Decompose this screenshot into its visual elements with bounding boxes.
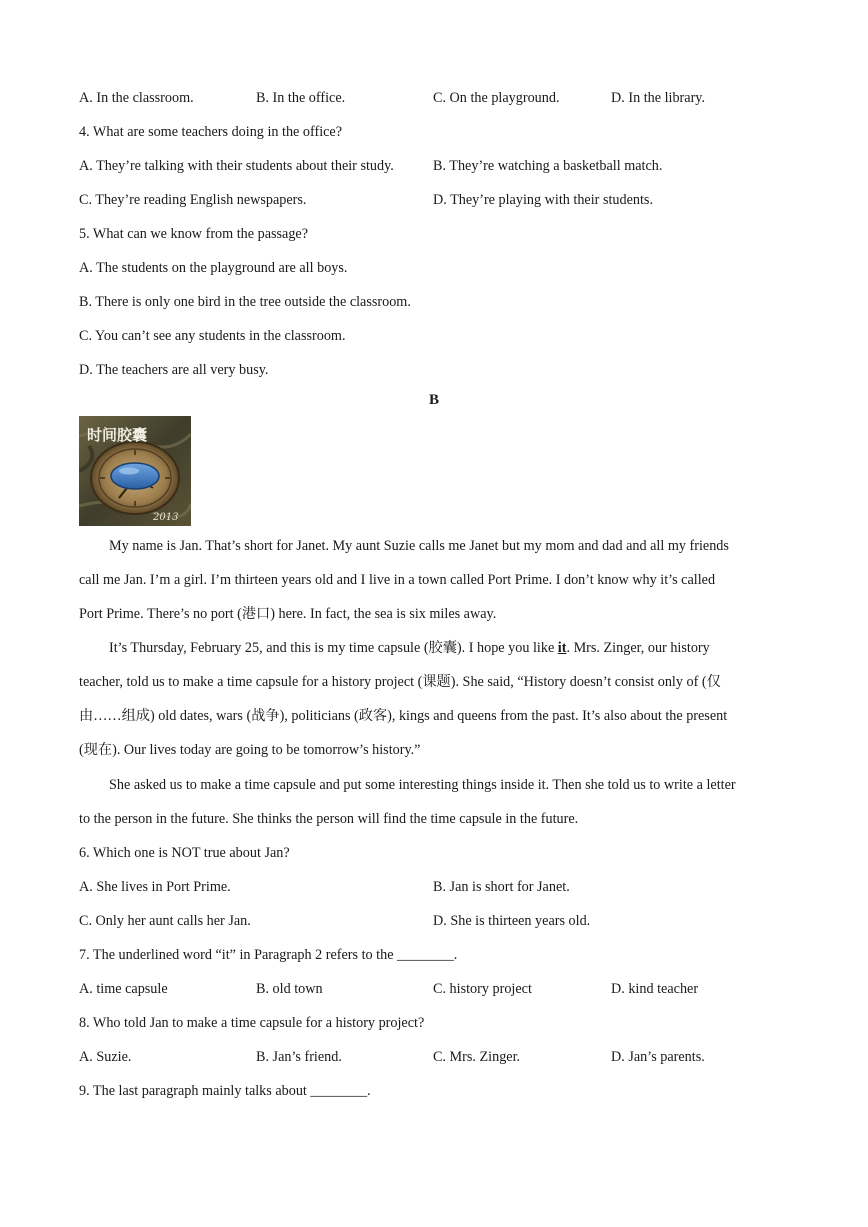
q7-option-c: C. history project xyxy=(433,981,532,997)
image-title-text: 时间胶囊 xyxy=(87,426,148,444)
q6-question: 6. Which one is NOT true about Jan? xyxy=(79,845,290,861)
passage-p2-text-before: It’s Thursday, February 25, and this is my time capsule (胶囊). I hope you like xyxy=(109,640,558,656)
q3-option-d: D. In the library. xyxy=(611,90,706,106)
q8-option-c: C. Mrs. Zinger. xyxy=(433,1049,521,1065)
section-title-b: B xyxy=(428,392,439,408)
q4-option-d: D. They’re playing with their students. xyxy=(433,192,653,208)
q5-question: 5. What can we know from the passage? xyxy=(79,226,309,242)
q8-option-b: B. Jan’s friend. xyxy=(256,1049,342,1065)
q4-option-a: A. They’re talking with their students about their study. xyxy=(79,158,394,174)
passage-p2-line-2: teacher, told us to make a time capsule for a history project (课题). She said, “History doesn’t consist only of (仅 xyxy=(79,674,721,690)
q7-question: 7. The underlined word “it” in Paragraph 2 refers to the ________. xyxy=(79,947,458,963)
q6-option-c: C. Only her aunt calls her Jan. xyxy=(79,913,251,929)
q7-option-a: A. time capsule xyxy=(79,981,168,997)
passage-p3-line-1: She asked us to make a time capsule and put some interesting things inside it. Then she told us to write a letter xyxy=(109,777,736,793)
underlined-word-it: it xyxy=(557,640,567,656)
q3-option-a: A. In the classroom. xyxy=(79,90,194,106)
q7-option-d: D. kind teacher xyxy=(611,981,699,997)
time-capsule-image xyxy=(79,416,191,526)
q6-option-d: D. She is thirteen years old. xyxy=(433,913,591,929)
q6-option-b: B. Jan is short for Janet. xyxy=(433,879,570,895)
passage-p2-text-after: . Mrs. Zinger, our history xyxy=(566,640,710,656)
q3-option-c: C. On the playground. xyxy=(433,90,560,106)
q6-option-a: A. She lives in Port Prime. xyxy=(79,879,231,895)
q4-question: 4. What are some teachers doing in the office? xyxy=(79,124,343,140)
q8-option-a: A. Suzie. xyxy=(79,1049,132,1065)
q8-question: 8. Who told Jan to make a time capsule for a history project? xyxy=(79,1015,425,1031)
q4-option-b: B. They’re watching a basketball match. xyxy=(433,158,663,174)
passage-p1-line-2: call me Jan. I’m a girl. I’m thirteen years old and I live in a town called Port Prime. I don’t know why it’s called xyxy=(79,572,716,588)
passage-p3-line-2: to the person in the future. She thinks the person will find the time capsule in the future. xyxy=(79,811,579,827)
passage-p2-line-4: (现在). Our lives today are going to be tomorrow’s history.” xyxy=(79,742,421,758)
q9-question: 9. The last paragraph mainly talks about ________. xyxy=(79,1083,371,1099)
passage-p1-line-3: Port Prime. There’s no port (港口) here. In fact, the sea is six miles away. xyxy=(79,606,497,622)
q5-option-b: B. There is only one bird in the tree outside the classroom. xyxy=(79,294,411,310)
q3-option-b: B. In the office. xyxy=(256,90,346,106)
q5-option-d: D. The teachers are all very busy. xyxy=(79,362,269,378)
q5-option-c: C. You can’t see any students in the classroom. xyxy=(79,328,346,344)
image-signature: 2013 xyxy=(153,512,179,523)
q4-option-c: C. They’re reading English newspapers. xyxy=(79,192,307,208)
q5-option-a: A. The students on the playground are all boys. xyxy=(79,260,348,276)
time-capsule-clock-illustration-icon xyxy=(79,416,191,526)
q7-option-b: B. old town xyxy=(256,981,323,997)
passage-p1-line-1: My name is Jan. That’s short for Janet. My aunt Suzie calls me Janet but my mom and dad and all my friends xyxy=(109,538,729,554)
passage-p2-line-1 xyxy=(109,639,710,657)
passage-p2-line-3: 由……组成) old dates, wars (战争), politicians (政客), kings and queens from the past. It’s also about the present xyxy=(79,708,728,724)
q8-option-d: D. Jan’s parents. xyxy=(611,1049,705,1065)
